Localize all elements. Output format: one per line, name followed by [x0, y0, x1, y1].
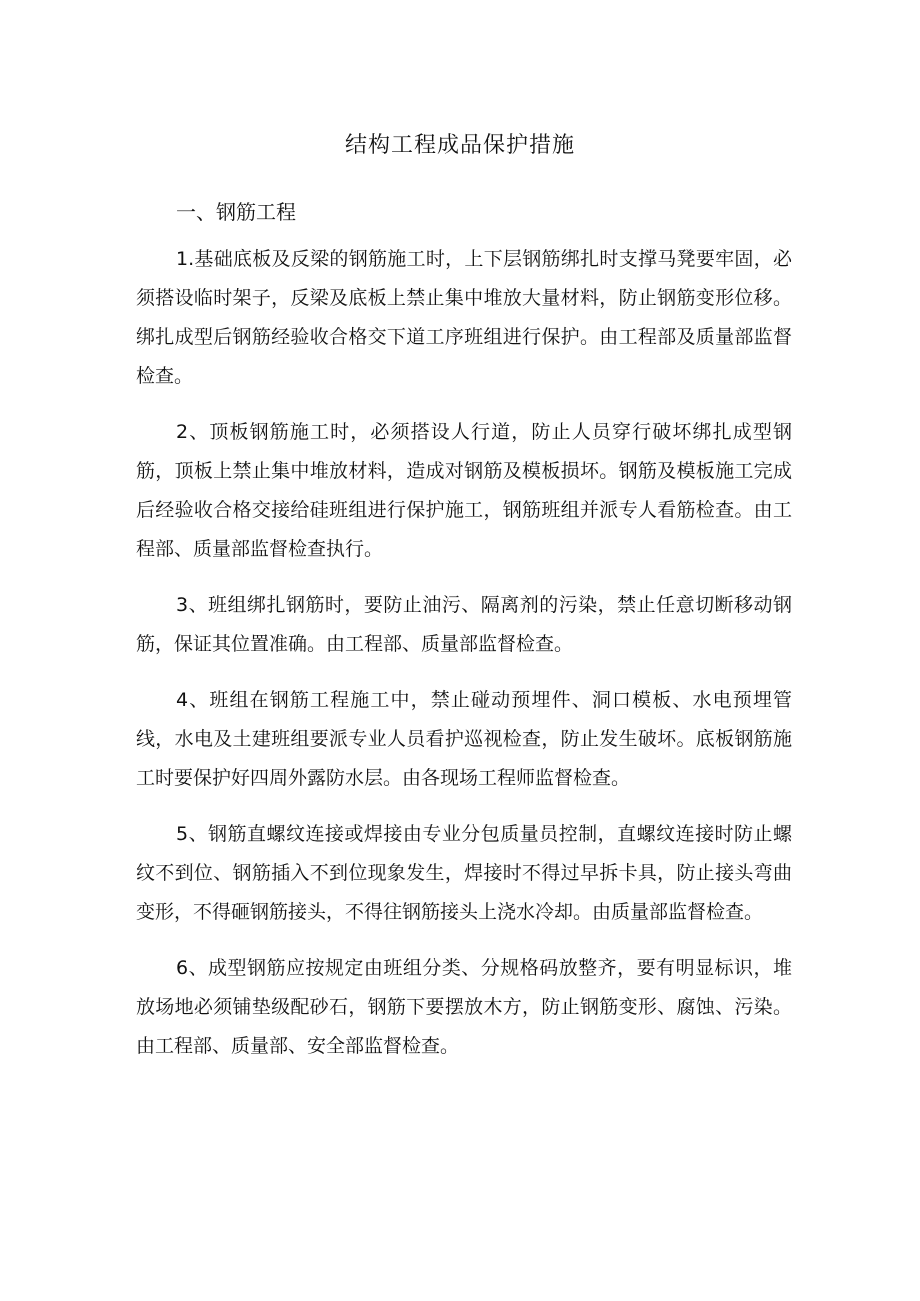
section-heading: 一、钢筋工程	[176, 200, 296, 224]
paragraph-1: 1.基础底板及反梁的钢筋施工时，上下层钢筋绑扎时支撑马凳要牢固，必须搭设临时架子，反梁及底板上禁止集中堆放大量材料，防止钢筋变形位移。绑扎成型后钢筋经验收合格交下道工序班组进行保护。由工程部及质量部监督检查。	[136, 248, 792, 387]
paragraph-3: 3、班组绑扎钢筋时，要防止油污、隔离剂的污染，禁止任意切断移动钢筋，保证其位置准确。由工程部、质量部监督检查。	[136, 594, 792, 655]
document-body	[136, 240, 792, 1083]
paragraph-6: 6、成型钢筋应按规定由班组分类、分规格码放整齐，要有明显标识，堆放场地必须铺垫级配砂石，钢筋下要摆放木方，防止钢筋变形、腐蚀、污染。由工程部、质量部、安全部监督检查。	[136, 957, 792, 1057]
paragraph-4: 4、班组在钢筋工程施工中，禁止碰动预埋件、洞口模板、水电预埋管线，水电及土建班组要派专业人员看护巡视检查，防止发生破坏。底板钢筋施工时要保护好四周外露防水层。由各现场工程师监督检查。	[136, 689, 792, 789]
paragraph-5: 5、钢筋直螺纹连接或焊接由专业分包质量员控制，直螺纹连接时防止螺纹不到位、钢筋插入不到位现象发生，焊接时不得过早拆卡具，防止接头弯曲变形，不得砸钢筋接头，不得往钢筋接头上浇水冷却。由质量部监督检查。	[136, 823, 792, 923]
paragraph-2: 2、顶板钢筋施工时，必须搭设人行道，防止人员穿行破坏绑扎成型钢筋，顶板上禁止集中堆放材料，造成对钢筋及模板损坏。钢筋及模板施工完成后经验收合格交接给硅班组进行保护施工，钢筋班组并派专人看筋检查。由工程部、质量部监督检查执行。	[136, 421, 792, 560]
document-title: 结构工程成品保护措施	[344, 133, 575, 158]
